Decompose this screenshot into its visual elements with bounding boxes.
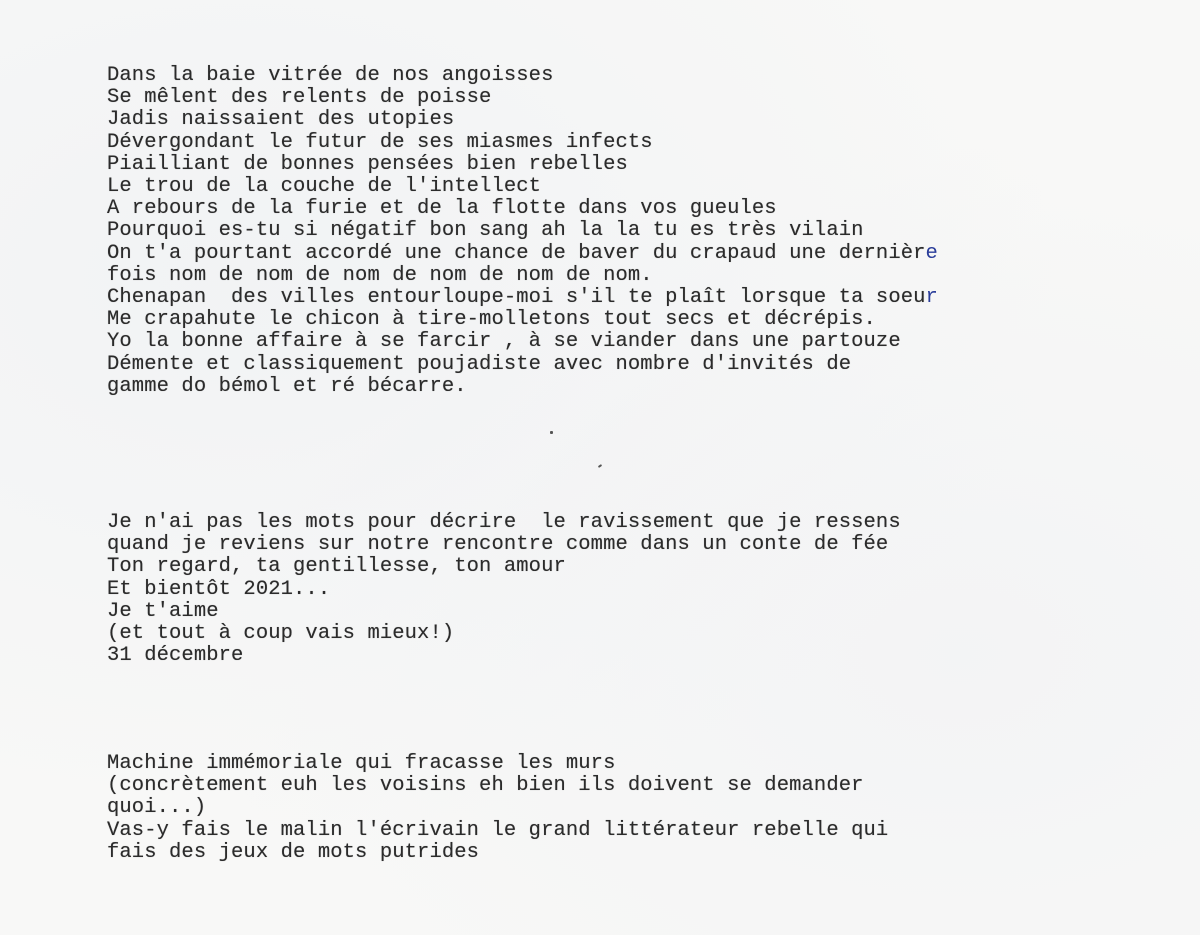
poem-stanza-2: [107, 512, 901, 667]
text-segment: On t'a pourtant accordé une chance de baver du crapaud une dernièr: [107, 241, 926, 265]
ink-speck: [550, 431, 553, 434]
text-line: Je t'aime: [107, 599, 219, 623]
text-line: A rebours de la furie et de la flotte dans vos gueules: [107, 197, 777, 221]
text-line: Ton regard, ta gentillesse, ton amour: [107, 555, 566, 579]
text-line: Et bientôt 2021...: [107, 577, 331, 601]
text-line: 31 décembre: [107, 644, 244, 668]
poem-stanza-3: [107, 753, 888, 864]
text-line: Se mêlent des relents de poisse: [107, 86, 492, 110]
text-line: (et tout à coup vais mieux!): [107, 622, 455, 646]
text-line: Vas-y fais le malin l'écrivain le grand littérateur rebelle qui: [107, 818, 889, 842]
text-line: Machine immémoriale qui fracasse les murs: [107, 752, 616, 775]
ink-speck: [598, 464, 602, 468]
text-line: [107, 243, 938, 265]
handwritten-correction: e: [925, 241, 938, 265]
text-line: Démente et classiquement poujadiste avec nombre d'invités de: [107, 352, 852, 376]
poem-stanza-1: [107, 65, 938, 398]
text-line: Je n'ai pas les mots pour décrire le ravissement que je ressens: [107, 511, 901, 534]
text-line: gamme do bémol et ré bécarre.: [107, 374, 467, 398]
text-line: Jadis naissaient des utopies: [107, 108, 455, 132]
text-segment: Chenapan des villes entourloupe-moi s'il te plaît lorsque ta soeu: [107, 286, 926, 310]
text-line: Yo la bonne affaire à se farcir , à se viander dans une partouze: [107, 330, 901, 354]
text-line: quand je reviens sur notre rencontre comme dans un conte de fée: [107, 533, 889, 557]
text-line: Me crapahute le chicon à tire-molletons tout secs et décrépis.: [107, 308, 876, 332]
text-line: Dévergondant le futur de ses miasmes infects: [107, 130, 653, 154]
text-line: Pourquoi es-tu si négatif bon sang ah la la tu es très vilain: [107, 219, 864, 243]
handwritten-correction: r: [925, 286, 938, 310]
text-line: [107, 287, 938, 309]
text-line: quoi...): [107, 796, 207, 820]
text-line: fois nom de nom de nom de nom de nom de nom.: [107, 263, 653, 287]
text-line: Dans la baie vitrée de nos angoisses: [107, 64, 554, 87]
text-line: Le trou de la couche de l'intellect: [107, 175, 542, 199]
text-line: Piailliant de bonnes pensées bien rebelles: [107, 152, 628, 176]
text-line: (concrètement euh les voisins eh bien ils doivent se demander: [107, 774, 864, 798]
text-line: fais des jeux de mots putrides: [107, 840, 480, 864]
